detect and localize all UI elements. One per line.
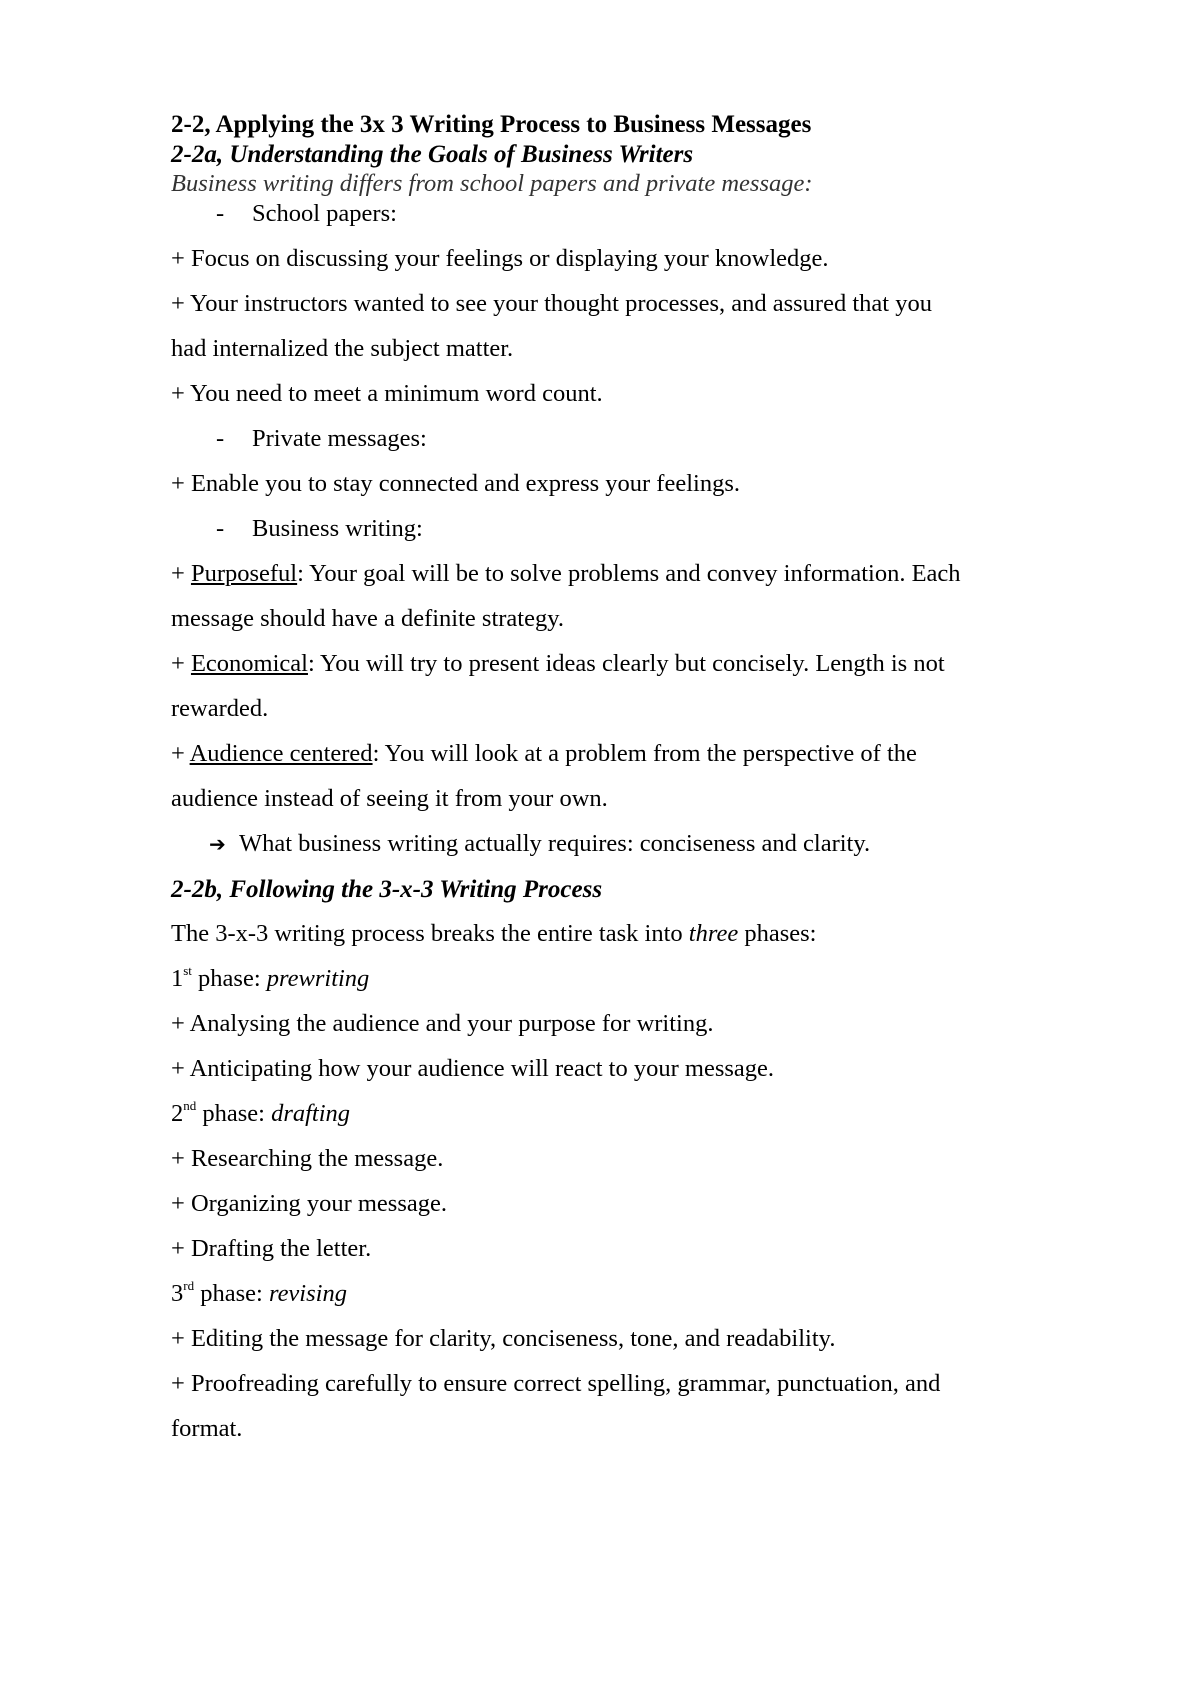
phase-label: phase: bbox=[194, 1280, 269, 1307]
subsection-title-b: 2-2b, Following the 3-x-3 Writing Process bbox=[171, 876, 603, 903]
phase-1-heading bbox=[171, 963, 370, 992]
intro-part: phases: bbox=[738, 920, 817, 947]
phase-name: drafting bbox=[271, 1100, 351, 1127]
list-label: School papers: bbox=[252, 200, 397, 227]
phase-number: 1 bbox=[171, 965, 184, 992]
plus-bullet: + bbox=[171, 740, 190, 767]
phase-number: 2 bbox=[171, 1100, 184, 1127]
paragraph-line: + Your instructors wanted to see your thought processes, and assured that you bbox=[171, 290, 932, 317]
paragraph-line: message should have a definite strategy. bbox=[171, 605, 565, 632]
phase-name: revising bbox=[268, 1280, 347, 1307]
phase-number: 3 bbox=[171, 1280, 184, 1307]
paragraph-line: + Editing the message for clarity, conciseness, tone, and readability. bbox=[171, 1325, 836, 1352]
paragraph-line: + Focus on discussing your feelings or displaying your knowledge. bbox=[171, 245, 829, 272]
dash-bullet: - bbox=[216, 200, 225, 227]
list-item-school-papers bbox=[216, 202, 397, 227]
phase-label: phase: bbox=[191, 965, 267, 992]
economical-line bbox=[171, 652, 945, 677]
paragraph-line: + Organizing your message. bbox=[171, 1190, 447, 1217]
conclusion-text: What business writing actually requires: conciseness and clarity. bbox=[239, 830, 871, 857]
intro-text: Business writing differs from school papers and private message: bbox=[171, 170, 813, 197]
phase-2-heading bbox=[171, 1098, 351, 1127]
phase-name: prewriting bbox=[266, 965, 370, 992]
term-text: : You will look at a problem from the perspective of the bbox=[372, 740, 917, 767]
phase-label: phase: bbox=[196, 1100, 272, 1127]
intro-part: The 3-x-3 writing process breaks the entire task into bbox=[171, 920, 689, 947]
subsection-title-a: 2-2a, Understanding the Goals of Business Writers bbox=[171, 141, 694, 168]
paragraph-line: + Analysing the audience and your purpose for writing. bbox=[171, 1010, 714, 1037]
audience-centered-line bbox=[171, 742, 917, 767]
arrow-right-icon: ➔ bbox=[209, 832, 226, 856]
plus-bullet: + bbox=[171, 650, 191, 677]
phase-ordinal: st bbox=[183, 963, 192, 978]
phase-ordinal: nd bbox=[183, 1098, 197, 1113]
paragraph-line: had internalized the subject matter. bbox=[171, 335, 514, 362]
paragraph-line: + Anticipating how your audience will react to your message. bbox=[171, 1055, 775, 1082]
paragraph-line: + Drafting the letter. bbox=[171, 1235, 372, 1262]
paragraph-line: format. bbox=[171, 1415, 243, 1442]
term-text: : Your goal will be to solve problems and convey information. Each bbox=[297, 560, 961, 587]
paragraph-line: + Researching the message. bbox=[171, 1145, 444, 1172]
dash-bullet: - bbox=[216, 425, 225, 452]
section-title: 2-2, Applying the 3x 3 Writing Process to Business Messages bbox=[171, 111, 812, 138]
list-item-business-writing bbox=[216, 517, 423, 542]
process-intro bbox=[171, 922, 816, 947]
list-label: Private messages: bbox=[252, 425, 427, 452]
paragraph-line: + Proofreading carefully to ensure correct spelling, grammar, punctuation, and bbox=[171, 1370, 941, 1397]
term-purposeful: Purposeful bbox=[190, 560, 298, 587]
term-audience-centered: Audience centered bbox=[189, 740, 373, 767]
phase-ordinal: rd bbox=[183, 1278, 195, 1293]
list-label: Business writing: bbox=[252, 515, 423, 542]
intro-emphasis: three bbox=[688, 920, 739, 947]
paragraph-line: audience instead of seeing it from your own. bbox=[171, 785, 608, 812]
plus-bullet: + bbox=[171, 560, 191, 587]
paragraph-line: + Enable you to stay connected and express your feelings. bbox=[171, 470, 740, 497]
list-item-private-messages bbox=[216, 427, 427, 452]
paragraph-line: rewarded. bbox=[171, 695, 269, 722]
phase-3-heading bbox=[171, 1278, 347, 1307]
paragraph-line: + You need to meet a minimum word count. bbox=[171, 380, 603, 407]
term-economical: Economical bbox=[190, 650, 308, 677]
term-text: : You will try to present ideas clearly but concisely. Length is not bbox=[307, 650, 945, 677]
purposeful-line bbox=[171, 562, 961, 587]
dash-bullet: - bbox=[216, 515, 225, 542]
conclusion-line bbox=[209, 832, 870, 857]
